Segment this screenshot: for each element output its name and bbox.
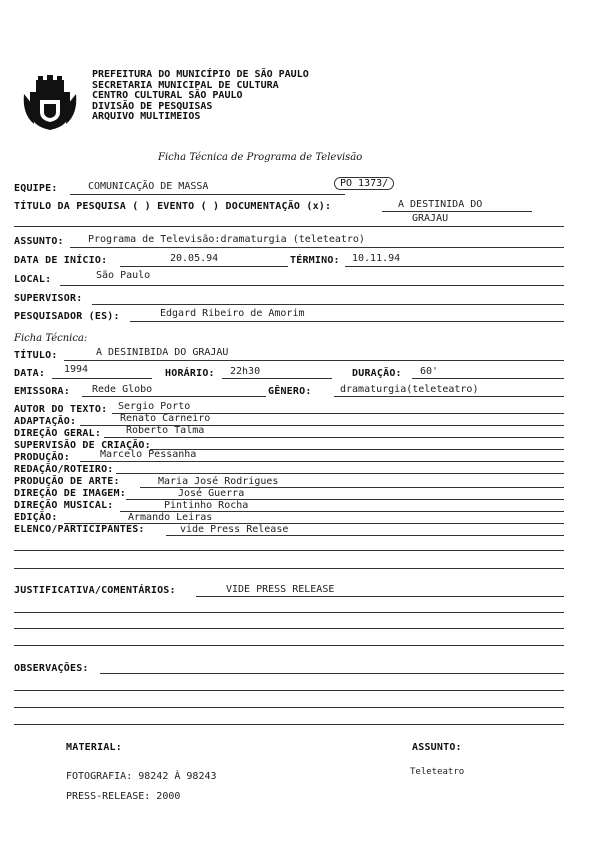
assunto-line [70,247,564,248]
horario-value: 22h30 [230,366,261,377]
titulo-label: TÍTULO: [14,350,58,361]
data-label: DATA: [14,368,46,379]
imagem-value: José Guerra [178,488,245,499]
coat-of-arms-logo [22,74,78,132]
elenco-line [166,535,564,536]
termino-value: 10.11.94 [352,253,401,264]
producao-value: Marcelo Pessanha [100,449,197,460]
genero-value: dramaturgia(teleteatro) [340,384,479,395]
justificativa-value: VIDE PRESS RELEASE [226,584,335,595]
material-label: MATERIAL: [66,742,122,753]
data-inicio-value: 20.05.94 [170,253,219,264]
pesquisador-value: Edgard Ribeiro de Amorim [160,308,305,319]
footer-assunto-value: Teleteatro [410,767,465,777]
producao-label: PRODUÇÃO: [14,452,70,463]
imagem-label: DIREÇÃO DE IMAGEM: [14,488,126,499]
footer-assunto-label: ASSUNTO: [412,742,462,753]
supervisor-label: SUPERVISOR: [14,293,83,304]
edicao-value: Armando Leiras [128,512,213,523]
supervisao-line [150,449,564,450]
header-line-3: CENTRO CULTURAL SÃO PAULO [92,90,243,101]
observacoes-label: OBSERVAÇÕES: [14,663,89,674]
termino-line [345,266,564,267]
blank-line [14,645,564,646]
pesquisador-line [130,321,564,322]
redacao-line [116,473,564,474]
direcao-geral-line [104,437,564,438]
adaptacao-value: Renato Carneiro [120,413,211,424]
header-line-4: DIVISÃO DE PESQUISAS [92,100,213,112]
local-label: LOCAL: [14,274,52,285]
autor-label: AUTOR DO TEXTO: [14,404,108,415]
assunto-label: ASSUNTO: [14,236,64,247]
direcao-geral-value: Roberto Talma [126,425,205,436]
header-line-1: PREFEITURA DO MUNICÍPIO DE SÃO PAULO [92,69,309,80]
equipe-line [70,194,345,195]
data-inicio-label: DATA DE INÍCIO: [14,255,108,266]
redacao-label: REDAÇÃO/ROTEIRO: [14,464,114,475]
pesquisador-label: PESQUISADOR (ES): [14,311,120,322]
termino-label: TÉRMINO: [290,255,340,266]
titulo-pesquisa-line [382,211,532,212]
supervisao-label: SUPERVISÃO DE CRIAÇÃO: [14,440,151,451]
header-line-5: ARQUIVO MULTIMEIOS [92,111,201,122]
data-inicio-line [120,266,288,267]
horario-label: HORÁRIO: [165,368,215,379]
assunto-value: Programa de Televisão:dramaturgia (teleteatro) [88,234,365,245]
titulo-pesquisa-label: TÍTULO DA PESQUISA ( ) EVENTO ( ) DOCUMENTAÇÃO (x): [14,201,332,212]
producao-line [80,461,564,462]
blank-line [14,226,564,227]
genero-label: GÊNERO: [268,386,312,397]
blank-line [14,707,564,708]
emissora-line [82,396,266,397]
blank-line [14,550,564,551]
emissora-value: Rede Globo [92,384,153,395]
adaptacao-label: ADAPTAÇÃO: [14,416,77,427]
blank-line [14,690,564,691]
form-title: Ficha Técnica de Programa de Televisão [158,152,363,163]
blank-line [14,612,564,613]
local-value: São Paulo [96,270,151,281]
musical-value: Pintinho Rocha [164,500,249,511]
titulo-line [64,360,564,361]
supervisor-line [92,304,564,305]
direcao-geral-label: DIREÇÃO GERAL: [14,428,102,439]
edicao-label: EDIÇÃO: [14,512,58,523]
blank-line [14,724,564,725]
local-line [60,285,564,286]
header-line-2: SECRETARIA MUNICIPAL DE CULTURA [92,79,279,91]
arte-value: Maria José Rodrigues [158,476,279,487]
elenco-value: vide Press Release [180,524,289,535]
ficha-tecnica-label: Ficha Técnica: [14,333,88,344]
genero-line [334,396,564,397]
arte-label: PRODUÇÃO DE ARTE: [14,476,120,487]
autor-value: Sergio Porto [118,401,191,412]
titulo-pesquisa-value: A DESTINIDA DO [398,199,483,210]
blank-line [14,628,564,629]
document-code: PO 1373/ [334,177,394,190]
titulo-pesquisa-value-2: GRAJAU [412,213,449,224]
musical-label: DIREÇÃO MUSICAL: [14,500,114,511]
duracao-label: DURAÇÃO: [352,368,402,379]
horario-line [222,378,332,379]
data-line [52,378,152,379]
blank-line [14,568,564,569]
observacoes-line [100,673,564,674]
emissora-label: EMISSORA: [14,386,70,397]
data-value: 1994 [64,364,89,375]
justificativa-label: JUSTIFICATIVA/COMENTÁRIOS: [14,585,176,596]
fotografia-text: FOTOGRAFIA: 98242 À 98243 [66,771,217,782]
duracao-value: 60' [420,366,439,377]
duracao-line [412,378,564,379]
equipe-label: EQUIPE: [14,183,58,194]
justificativa-line [196,596,564,597]
press-release-text: PRESS-RELEASE: 2000 [66,791,181,802]
titulo-value: A DESINIBIDA DO GRAJAU [96,347,229,358]
elenco-label: ELENCO/PARTICIPANTES: [14,524,145,535]
equipe-value: COMUNICAÇÃO DE MASSA [88,181,209,192]
institution-header [92,70,309,123]
